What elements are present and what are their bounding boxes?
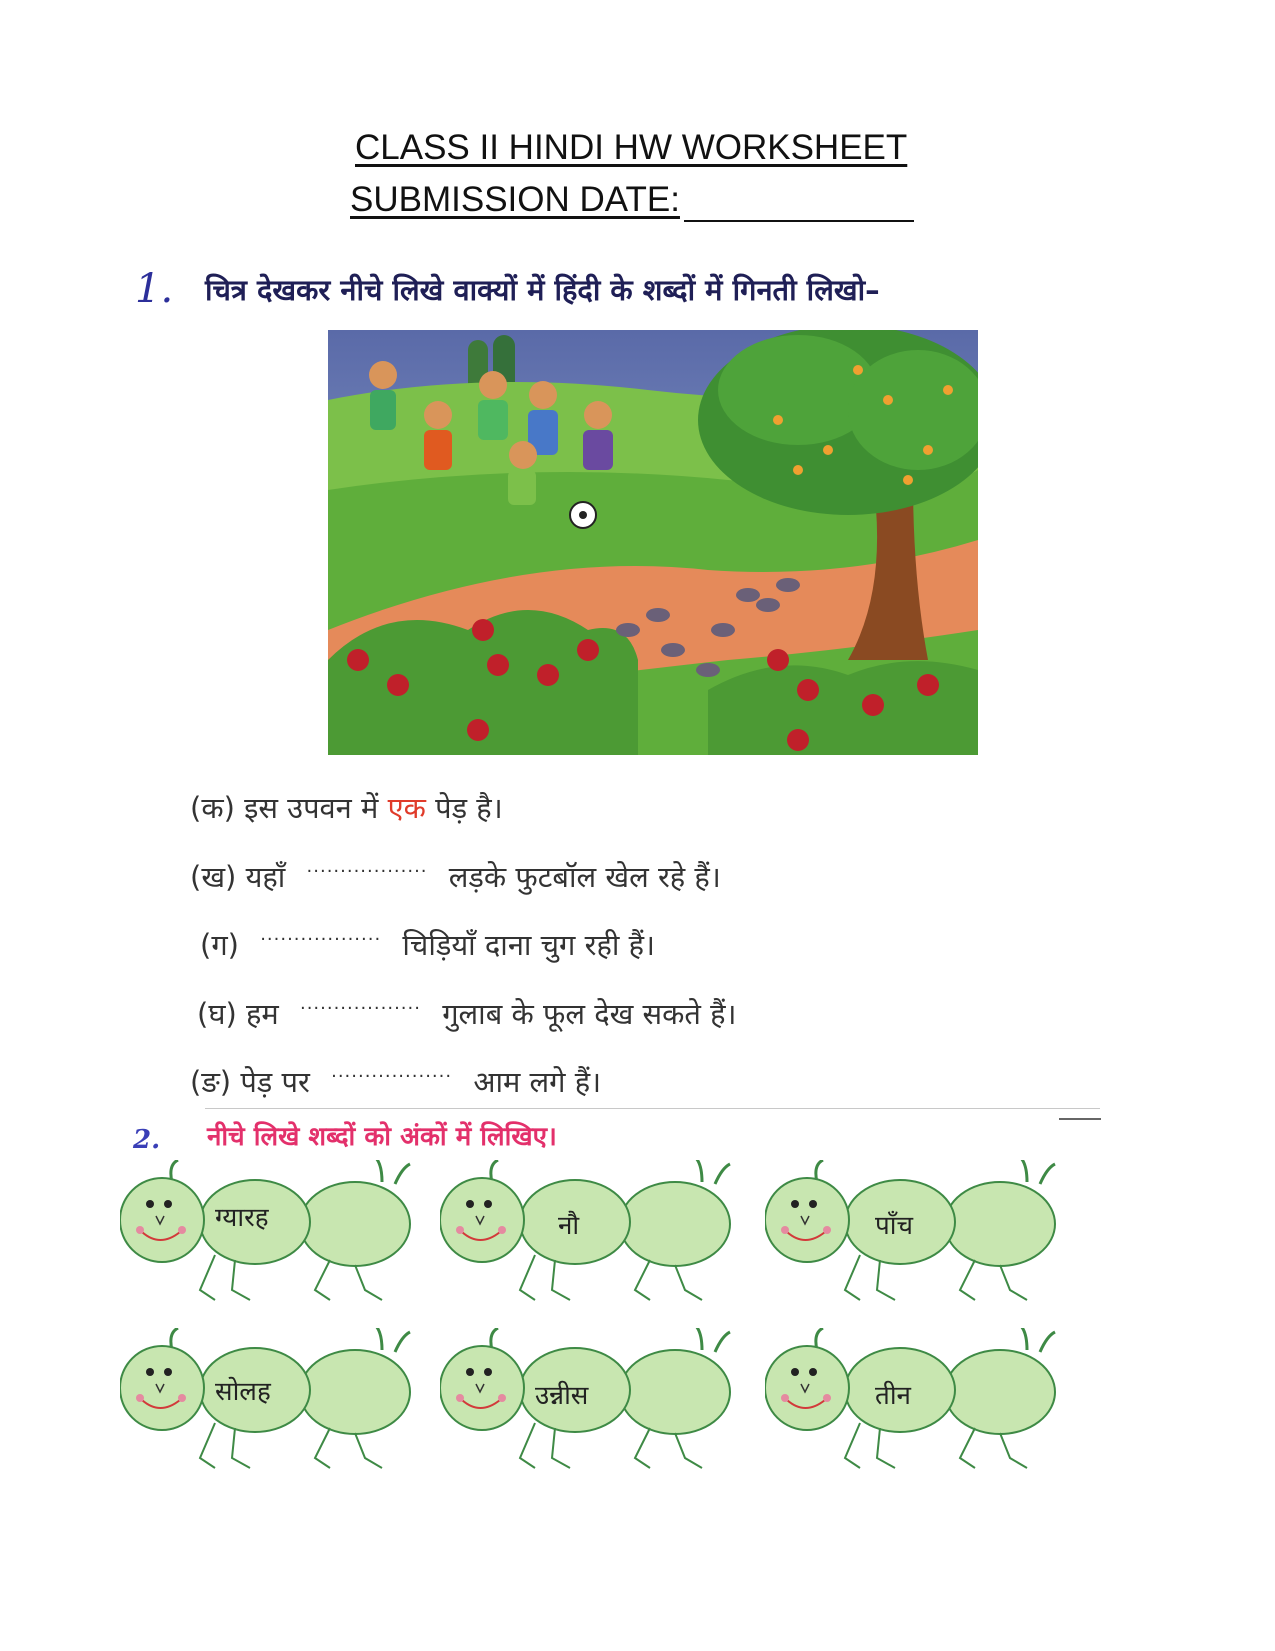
sentence-answer: एक: [387, 791, 426, 825]
sentence-text: चिड़ियाँ दाना चुग रही हैं।: [402, 928, 655, 962]
sentence-gha: [197, 994, 737, 1033]
question-1-instruction: चित्र देखकर नीचे लिखे वाक्यों में हिंदी के शब्दों में गिनती लिखो–: [205, 273, 880, 307]
answer-box[interactable]: [945, 1182, 1055, 1262]
sentence-label: (ग): [200, 928, 239, 962]
margin-mark: [1059, 1118, 1101, 1120]
sentence-text: पेड़ पर: [240, 1065, 310, 1099]
caterpillar-4: [120, 1328, 420, 1478]
answer-box[interactable]: [300, 1350, 410, 1430]
question-2-number: 2.: [133, 1125, 161, 1155]
worksheet-title: CLASS II HINDI HW WORKSHEET: [355, 128, 908, 167]
answer-blank[interactable]: ··················: [306, 861, 428, 882]
caterpillar-5: [440, 1328, 740, 1478]
answer-blank[interactable]: ··················: [331, 1066, 453, 1087]
caterpillar-1: [120, 1160, 420, 1310]
sentence-label: (क): [190, 791, 235, 825]
sentence-label: (ख): [190, 860, 237, 894]
sentence-text: लड़के फुटबॉल खेल रहे हैं।: [448, 860, 721, 894]
caterpillar-2: [440, 1160, 740, 1310]
question-1-number: 1.: [135, 266, 174, 312]
number-word: पाँच: [875, 1211, 914, 1241]
sentence-nga: [190, 1062, 601, 1101]
answer-box[interactable]: [300, 1182, 410, 1262]
caterpillar-6: [765, 1328, 1065, 1478]
number-word: नौ: [558, 1211, 580, 1241]
sentence-text: गुलाब के फूल देख सकते हैं।: [442, 997, 737, 1031]
sentence-label: (घ): [197, 997, 237, 1031]
sentence-text: यहाँ: [245, 860, 286, 894]
submission-date-label: SUBMISSION DATE:: [350, 180, 680, 219]
answer-blank[interactable]: ··················: [299, 998, 421, 1019]
caterpillar-3: [765, 1160, 1065, 1310]
sentence-text: पेड़ है।: [435, 791, 503, 825]
sentence-ga: [200, 925, 655, 964]
answer-box[interactable]: [945, 1350, 1055, 1430]
submission-date-blank: [684, 220, 914, 222]
sentence-kha: [190, 857, 721, 896]
question-2-instruction: नीचे लिखे शब्दों को अंकों में लिखिए।: [207, 1122, 557, 1152]
answer-box[interactable]: [620, 1350, 730, 1430]
number-word: तीन: [875, 1381, 911, 1411]
divider-line: [205, 1108, 1100, 1109]
sentence-text: हम: [246, 997, 279, 1031]
sentence-label: (ङ): [190, 1065, 232, 1099]
sentence-text: इस उपवन में: [244, 791, 379, 825]
number-word: ग्यारह: [215, 1203, 269, 1233]
answer-box[interactable]: [620, 1182, 730, 1262]
number-word: उन्नीस: [535, 1381, 589, 1411]
sentence-ka: [190, 788, 503, 827]
sentence-text: आम लगे हैं।: [473, 1065, 602, 1099]
answer-blank[interactable]: ··················: [260, 929, 382, 950]
park-illustration: [328, 330, 978, 755]
number-word: सोलह: [215, 1377, 271, 1407]
